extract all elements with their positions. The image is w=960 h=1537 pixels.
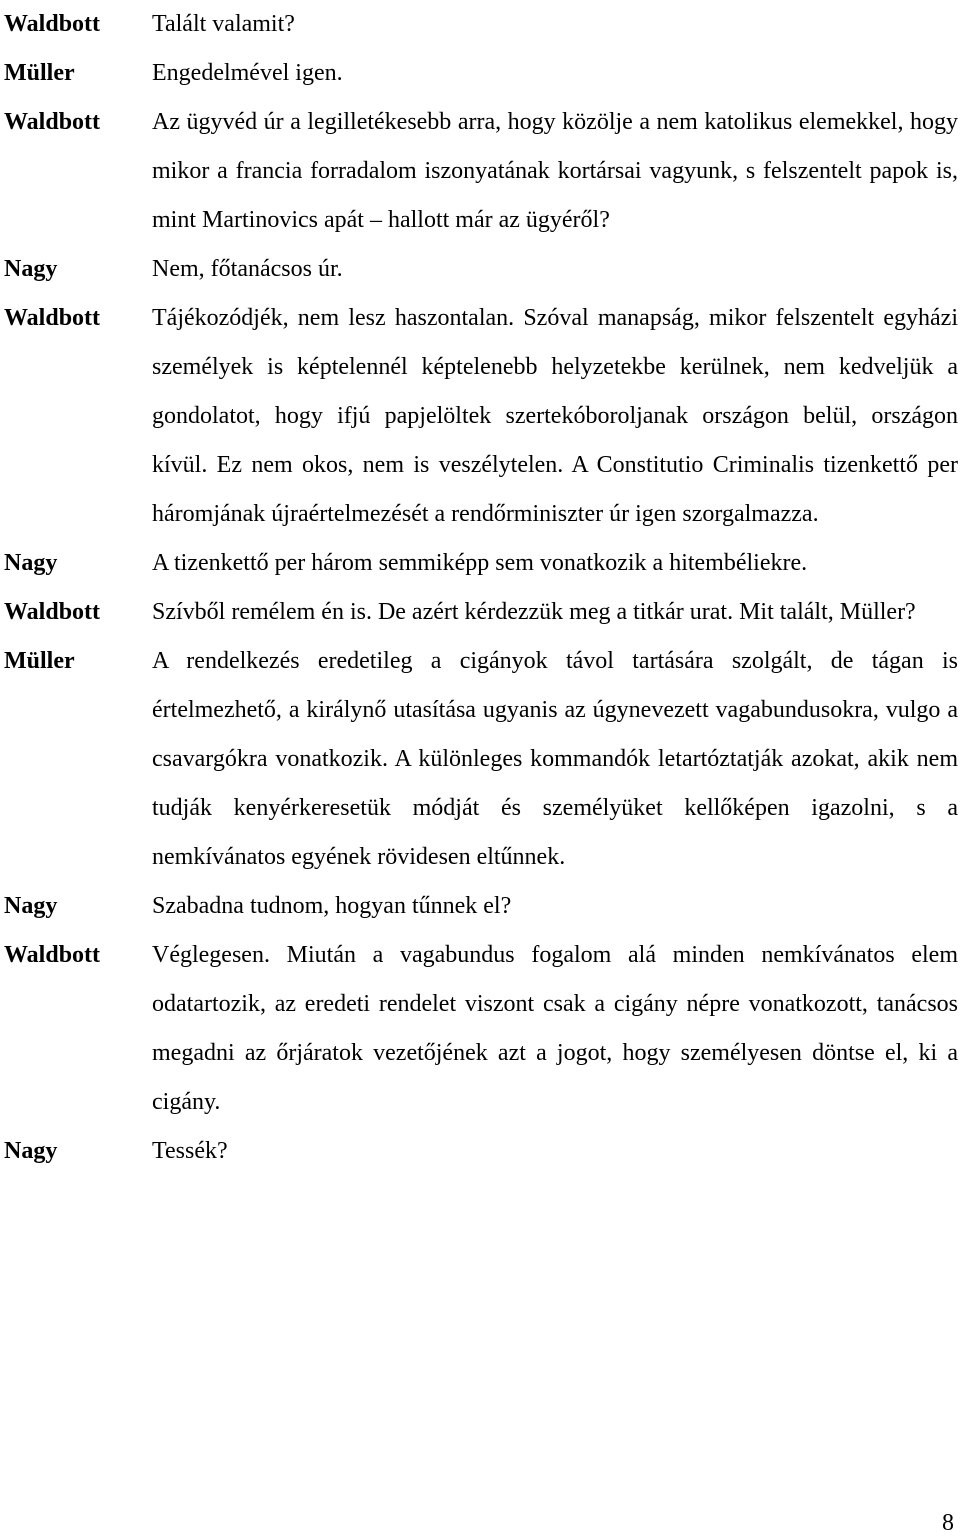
dialogue-line [4, 539, 958, 588]
speaker-name: Nagy [4, 256, 58, 282]
dialogue-line [4, 637, 958, 882]
speech-text: Az ügyvéd úr a legilletékesebb arra, hogy közölje a nem katolikus elemekkel, hogy mikor a francia forradalom iszonyatának kortársai vagyunk, s felszentelt papok is, mint Martinovics apát – hallott már az ügyéről? [152, 109, 958, 233]
dialogue-line [4, 245, 958, 294]
speaker-name: Nagy [4, 550, 58, 576]
dialogue-line [4, 294, 958, 539]
speaker-name: Waldbott [4, 109, 101, 135]
dialogue-line [4, 0, 958, 49]
speech-text: Szívből remélem én is. De azért kérdezzük meg a titkár urat. Mit talált, Müller? [152, 599, 916, 625]
speech-text: A tizenkettő per három semmiképp sem vonatkozik a hitembéliekre. [152, 550, 808, 576]
speech-text: A rendelkezés eredetileg a cigányok távol tartására szolgált, de tágan is értelmezhető, a királynő utasítása ugyanis az úgynevezett vagabundusokra, vulgo a csavargókra vonatkozik. A különleges kommandók letartóztatják azokat, akik nem tudják kenyérkeresetük módját és személyüket kellőképen igazolni, s a nemkívánatos egyének rövidesen eltűnnek. [152, 648, 958, 870]
speech-text: Szabadna tudnom, hogyan tűnnek el? [152, 893, 512, 919]
dialogue-line [4, 49, 958, 98]
speech-text: Engedelmével igen. [152, 60, 343, 86]
dialogue-line [4, 931, 958, 1127]
dialogue-line [4, 882, 958, 931]
speaker-name: Waldbott [4, 942, 101, 968]
dialogue-line [4, 1127, 958, 1176]
dialogue-line [4, 98, 958, 245]
speaker-name: Nagy [4, 1138, 58, 1164]
speech-text: Nem, főtanácsos úr. [152, 256, 343, 282]
speaker-name: Müller [4, 648, 75, 674]
speaker-name: Nagy [4, 893, 58, 919]
speaker-name: Waldbott [4, 599, 101, 625]
speaker-name: Waldbott [4, 11, 101, 37]
speech-text: Tessék? [152, 1138, 228, 1164]
dialogue-line [4, 588, 958, 637]
speech-text: Véglegesen. Miután a vagabundus fogalom alá minden nemkívánatos elem odatartozik, az eredeti rendelet viszont csak a cigány népre vonatkozott, tanácsos megadni az őrjáratok vezetőjének azt a jogot, hogy személyesen döntse el, ki a cigány. [152, 942, 958, 1115]
page-number: 8 [942, 1510, 954, 1536]
speaker-name: Waldbott [4, 305, 101, 331]
speech-text: Talált valamit? [152, 11, 295, 37]
speech-text: Tájékozódjék, nem lesz haszontalan. Szóval manapság, mikor felszentelt egyházi személyek is képtelennél képtelenebb helyzetekbe kerülnek, nem kedveljük a gondolatot, hogy ifjú papjelöltek szertekóboroljanak országon belül, országon kívül. Ez nem okos, nem is veszélytelen. A Constitutio Criminalis tizenkettő per háromjának újraértelmezését a rendőrminiszter úr igen szorgalmazza. [152, 305, 958, 527]
dialogue-script [4, 0, 958, 1176]
speaker-name: Müller [4, 60, 75, 86]
